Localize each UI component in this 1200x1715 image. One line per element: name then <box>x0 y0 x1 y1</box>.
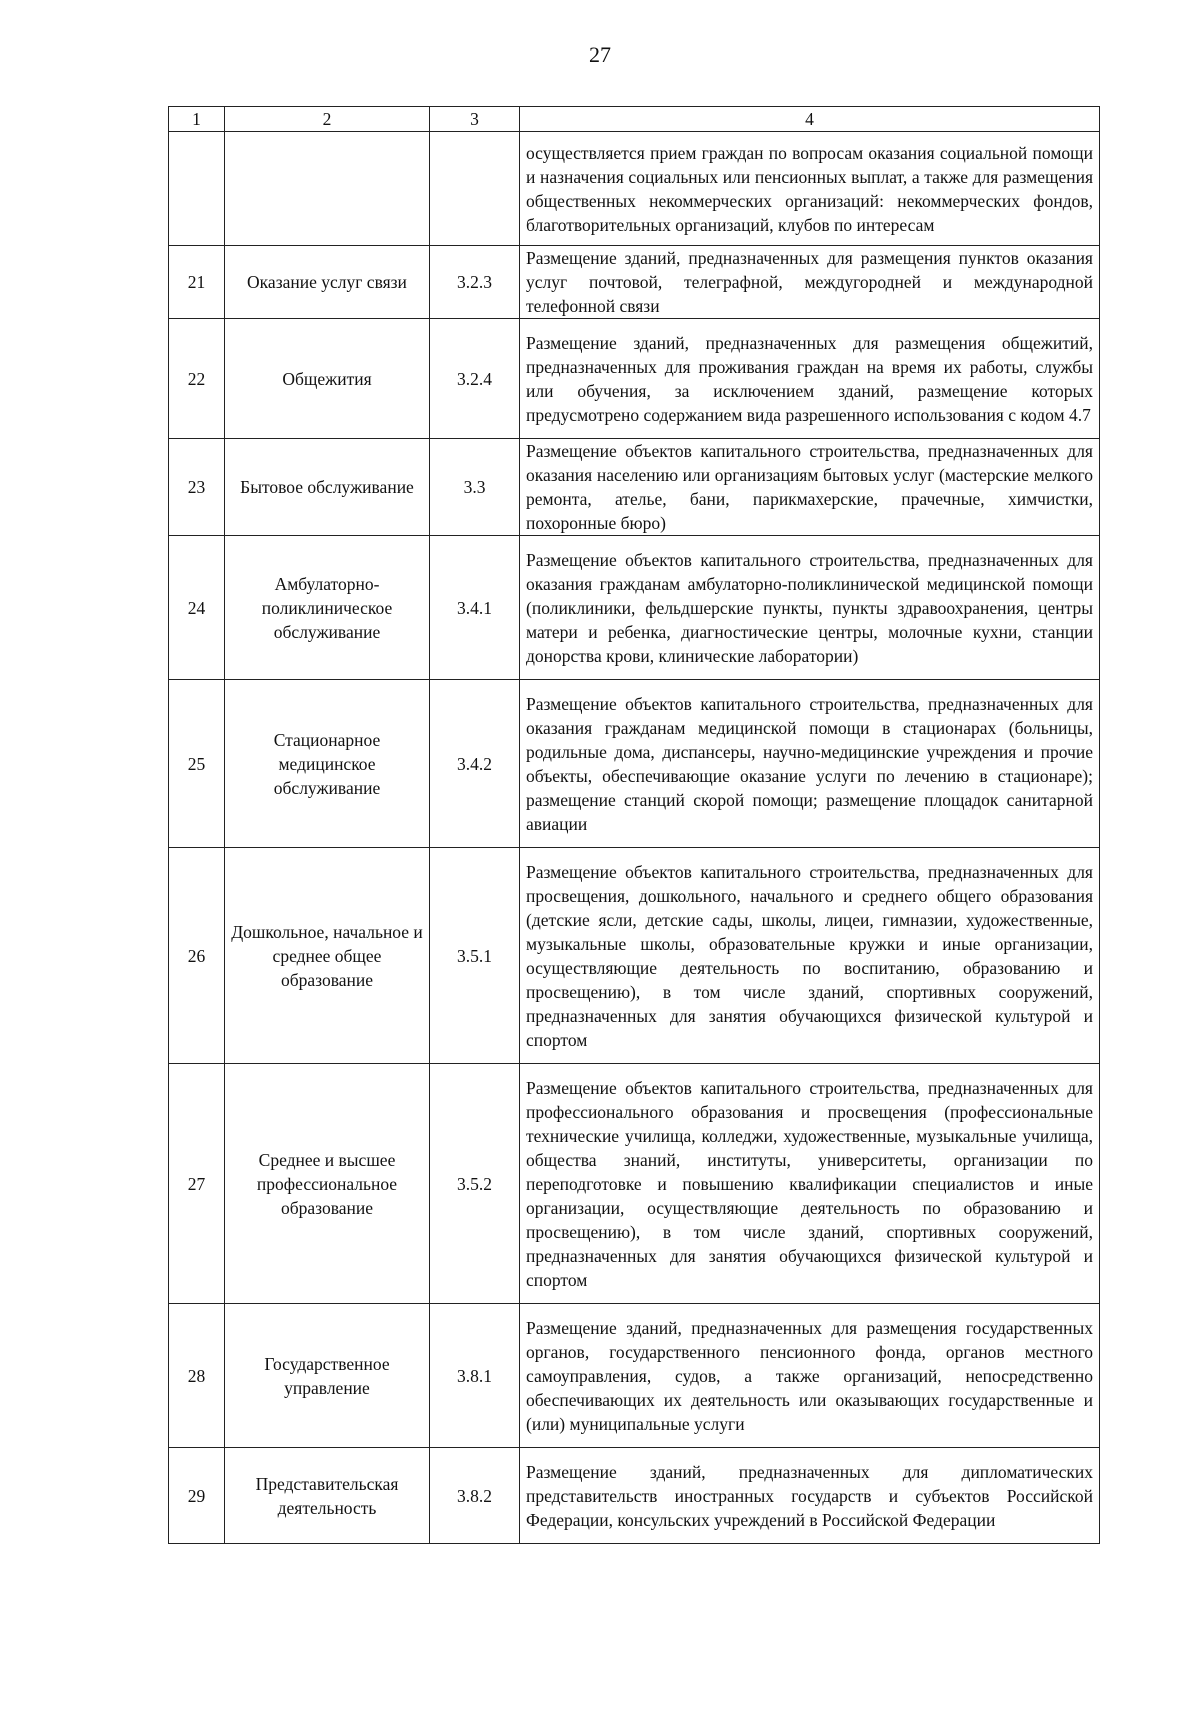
continuation-row <box>169 132 1100 246</box>
row-name: Оказание услуг связи <box>225 246 430 319</box>
row-code: 3.8.1 <box>430 1304 520 1448</box>
row-code: 3.4.2 <box>430 680 520 848</box>
header-col-2: 2 <box>225 107 430 132</box>
row-code: 3.3 <box>430 439 520 536</box>
row-number: 26 <box>169 848 225 1064</box>
row-description: Размещение зданий, предназначенных для дипломатических представительств иностранных государств и субъектов Российской Федерации, консульских учреждений в Российской Федерации <box>520 1448 1100 1544</box>
row-name <box>225 132 430 246</box>
table-row <box>169 536 1100 680</box>
row-name: Общежития <box>225 319 430 439</box>
row-code: 3.5.1 <box>430 848 520 1064</box>
table-row <box>169 1448 1100 1544</box>
row-code: 3.2.3 <box>430 246 520 319</box>
row-description: Размещение объектов капитального строительства, предназначенных для просвещения, дошкольного, начального и среднего общего образования (детские ясли, детские сады, школы, лицеи, гимназии, художественные, музыкальные школы, образовательные кружки и иные организации, осуществляющие деятельность по воспитанию, образованию и просвещению), в том числе зданий, спортивных сооружений, предназначенных для занятия обучающихся физической культурой и спортом <box>520 848 1100 1064</box>
row-number: 24 <box>169 536 225 680</box>
row-name: Представительская деятельность <box>225 1448 430 1544</box>
row-description: осуществляется прием граждан по вопросам оказания социальной помощи и назначения социальных или пенсионных выплат, а также для размещения общественных некоммерческих организаций: некоммерческих фондов, благотворительных организаций, клубов по интересам <box>520 132 1100 246</box>
header-col-4: 4 <box>520 107 1100 132</box>
row-name: Государственное управление <box>225 1304 430 1448</box>
row-description: Размещение объектов капитального строительства, предназначенных для оказания населению или организациям бытовых услуг (мастерские мелкого ремонта, ателье, бани, парикмахерские, прачечные, химчистки, похоронные бюро) <box>520 439 1100 536</box>
header-col-1: 1 <box>169 107 225 132</box>
row-number: 25 <box>169 680 225 848</box>
header-col-3: 3 <box>430 107 520 132</box>
table-row <box>169 1304 1100 1448</box>
row-number: 21 <box>169 246 225 319</box>
row-name: Амбулаторно-поликлиническое обслуживание <box>225 536 430 680</box>
row-number: 27 <box>169 1064 225 1304</box>
row-number <box>169 132 225 246</box>
table-header-row <box>169 107 1100 132</box>
row-name: Дошкольное, начальное и среднее общее образование <box>225 848 430 1064</box>
row-number: 23 <box>169 439 225 536</box>
table-row <box>169 848 1100 1064</box>
table-row <box>169 680 1100 848</box>
page-number: 27 <box>589 42 611 67</box>
row-description: Размещение зданий, предназначенных для размещения государственных органов, государственного пенсионного фонда, органов местного самоуправления, судов, а также организаций, непосредственно обеспечивающих их деятельность или оказывающих государственные и (или) муниципальные услуги <box>520 1304 1100 1448</box>
row-code <box>430 132 520 246</box>
row-code: 3.5.2 <box>430 1064 520 1304</box>
row-code: 3.2.4 <box>430 319 520 439</box>
row-name: Бытовое обслуживание <box>225 439 430 536</box>
row-code: 3.8.2 <box>430 1448 520 1544</box>
row-description: Размещение объектов капитального строительства, предназначенных для профессионального образования и просвещения (профессиональные технические училища, колледжи, художественные, музыкальные училища, общества знаний, институты, университеты, организации по переподготовке и повышению квалификации специалистов и иные организации, осуществляющие деятельность по образованию и просвещению), в том числе зданий, спортивных сооружений, предназначенных для занятия обучающихся физической культурой и спортом <box>520 1064 1100 1304</box>
row-description: Размещение зданий, предназначенных для размещения пунктов оказания услуг почтовой, телеграфной, междугородней и международной телефонной связи <box>520 246 1100 319</box>
table-row <box>169 319 1100 439</box>
row-name: Стационарное медицинское обслуживание <box>225 680 430 848</box>
row-description: Размещение объектов капитального строительства, предназначенных для оказания гражданам амбулаторно-поликлинической медицинской помощи (поликлиники, фельдшерские пункты, пункты здравоохранения, центры матери и ребенка, диагностические центры, молочные кухни, станции донорства крови, клинические лаборатории) <box>520 536 1100 680</box>
row-code: 3.4.1 <box>430 536 520 680</box>
row-number: 28 <box>169 1304 225 1448</box>
row-number: 29 <box>169 1448 225 1544</box>
row-description: Размещение объектов капитального строительства, предназначенных для оказания гражданам медицинской помощи в стационарах (больницы, родильные дома, диспансеры, научно-медицинские учреждения и прочие объекты, обеспечивающие оказание услуги по лечению в стационаре); размещение станций скорой помощи; размещение площадок санитарной авиации <box>520 680 1100 848</box>
table-row <box>169 246 1100 319</box>
row-number: 22 <box>169 319 225 439</box>
row-name: Среднее и высшее профессиональное образование <box>225 1064 430 1304</box>
table-row <box>169 439 1100 536</box>
land-use-table <box>168 106 1100 1544</box>
table-row <box>169 1064 1100 1304</box>
row-description: Размещение зданий, предназначенных для размещения общежитий, предназначенных для проживания граждан на время их работы, службы или обучения, за исключением зданий, размещение которых предусмотрено содержанием вида разрешенного использования с кодом 4.7 <box>520 319 1100 439</box>
